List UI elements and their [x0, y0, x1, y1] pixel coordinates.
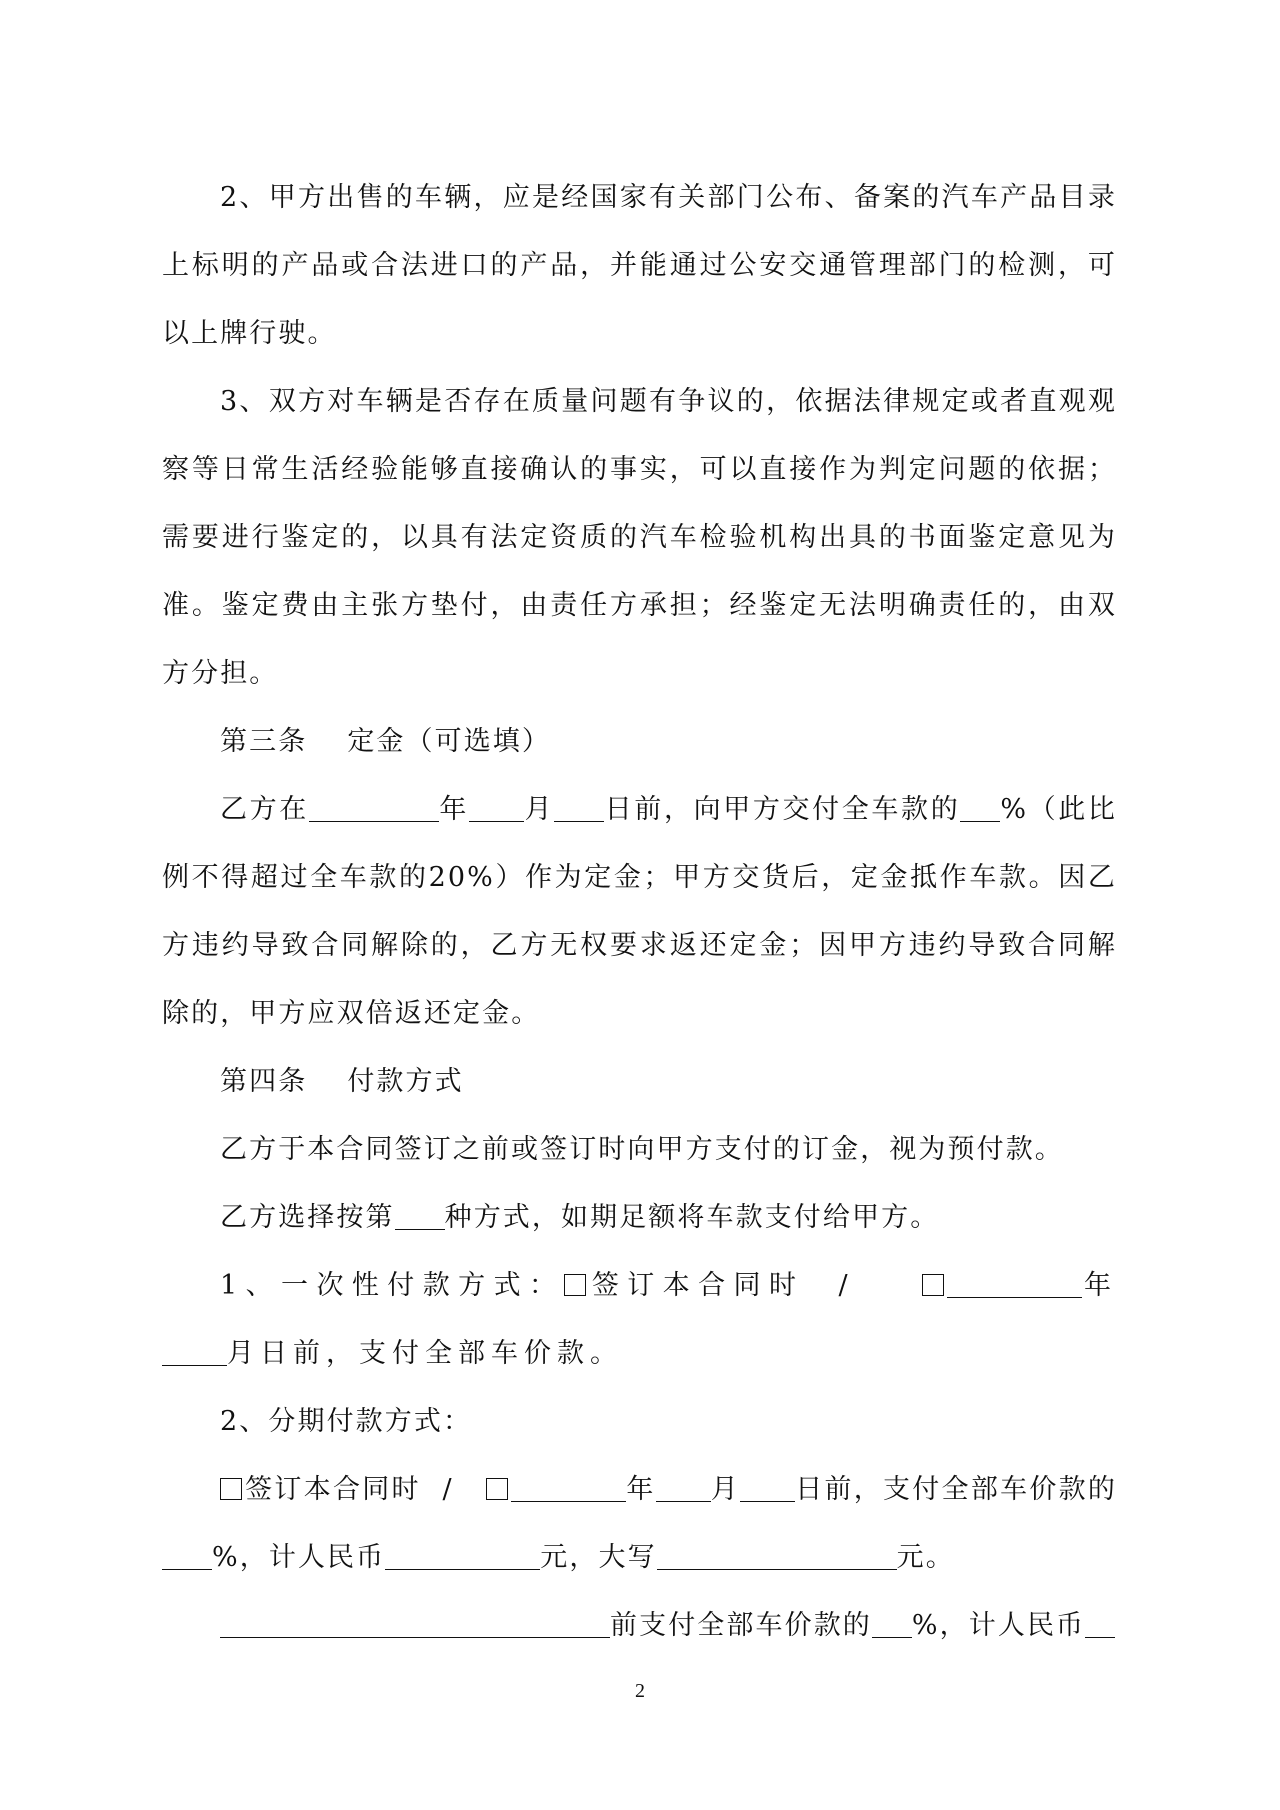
article-3-deposit-paragraph — [162, 776, 1117, 1048]
year-label: 年 — [438, 794, 470, 825]
slash-separator: / — [442, 1474, 454, 1505]
month-label: 月 — [524, 794, 555, 825]
installment-2-date-blank[interactable] — [220, 1611, 610, 1638]
deposit-rest-text: （此比例不得超过全车款的20%）作为定金；甲方交货后，定金抵作车款。因乙方违约导致合同解除的，乙方无权要求返还定金；因甲方违约导致合同解除的，甲方应双倍返还定金。 — [162, 794, 1117, 1029]
clause-2-item-3: 3、双方对车辆是否存在质量问题有争议的，依据法律规定或者直观观察等日常生活经验能够直接确认的事实，可以直接作为判定问题的依据；需要进行鉴定的，以具有法定资质的汽车检验机构出具的书面鉴定意见为准。鉴定费由主张方垫付，由责任方承担；经鉴定无法明确责任的，由双方分担。 — [162, 386, 1117, 689]
installment-2-rmb-label: %，计人民币 — [911, 1610, 1086, 1641]
installment-rmb-label: %，计人民币 — [212, 1542, 386, 1573]
sign-time-label: 签订本合同时 — [589, 1270, 805, 1301]
installment-uppercase-blank[interactable] — [657, 1543, 897, 1570]
installment-day-blank[interactable] — [740, 1475, 795, 1502]
installment-sign-time-label: 签订本合同时 — [245, 1474, 421, 1505]
installment-first-payment — [162, 1456, 1117, 1592]
deposit-percent-blank[interactable] — [960, 795, 1000, 822]
method-rest-text: 种方式，如期足额将车款支付给甲方。 — [444, 1202, 940, 1233]
page-number: 2 — [635, 1680, 645, 1702]
installment-yuan-end: 元。 — [896, 1542, 955, 1573]
installment-day-text: 日前，支付全部车价款 — [795, 1474, 1088, 1505]
article-4-heading — [162, 1048, 1117, 1116]
article-3-subtitle: 定金（可选填） — [347, 726, 552, 757]
sign-time-checkbox[interactable] — [564, 1274, 586, 1296]
article-4-subtitle: 付款方式 — [347, 1066, 464, 1097]
installment-heading: 2、分期付款方式： — [220, 1406, 473, 1437]
installment-2-mid-text: 前支付全部车价款的 — [610, 1610, 872, 1641]
slash-separator: / — [838, 1270, 854, 1301]
clause-2-item-2: 2、甲方出售的车辆，应是经国家有关部门公布、备案的汽车产品目录上标明的产品或合法进口的产品，并能通过公安交通管理部门的检测，可以上牌行驶。 — [162, 182, 1117, 349]
year-label: 年 — [626, 1474, 656, 1505]
article-4-title: 第四条 — [220, 1066, 308, 1097]
installment-2-percent-blank[interactable] — [872, 1611, 912, 1638]
installment-uppercase-label: 元，大写 — [540, 1542, 657, 1573]
method-lead-text: 乙方选择按第 — [220, 1202, 395, 1233]
lump-sum-end-text: 日前，支付全部车价款。 — [260, 1338, 623, 1369]
installment-month-blank[interactable] — [656, 1475, 711, 1502]
installment-year-blank[interactable] — [511, 1475, 626, 1502]
date-option-checkbox[interactable] — [922, 1274, 944, 1296]
month-label: 月 — [710, 1474, 741, 1505]
deposit-month-blank[interactable] — [469, 795, 524, 822]
installment-date-checkbox[interactable] — [486, 1478, 508, 1500]
deposit-day-blank[interactable] — [554, 795, 604, 822]
lump-sum-lead-text: 1、一次性付款方式： — [220, 1270, 565, 1301]
installment-2-amount-blank[interactable] — [1085, 1611, 1115, 1638]
document-body — [162, 164, 1117, 1660]
lump-sum-year-blank[interactable] — [947, 1271, 1082, 1298]
installment-of-text: 的 — [1087, 1474, 1117, 1505]
installment-sign-time-checkbox[interactable] — [220, 1478, 242, 1500]
deposit-lead-text: 乙方在 — [220, 794, 309, 825]
installment-second-payment — [162, 1592, 1117, 1660]
installment-amount-blank[interactable] — [385, 1543, 540, 1570]
article-3-heading — [162, 708, 1117, 776]
article-4-method-paragraph — [162, 1184, 1117, 1252]
percent-label: % — [1000, 794, 1029, 825]
article-3-title: 第三条 — [220, 726, 308, 757]
deposit-day-text: 日前，向甲方交付全车款的 — [604, 794, 961, 825]
year-label: 年 — [1081, 1270, 1118, 1301]
method-number-blank[interactable] — [395, 1203, 445, 1230]
installment-percent-blank[interactable] — [162, 1543, 212, 1570]
lump-sum-payment-line — [162, 1252, 1117, 1388]
deposit-year-blank[interactable] — [309, 795, 439, 822]
article-4-prepayment-paragraph: 乙方于本合同签订之前或签订时向甲方支付的订金，视为预付款。 — [220, 1134, 1064, 1165]
month-label: 月 — [227, 1338, 260, 1369]
lump-sum-month-blank[interactable] — [162, 1339, 227, 1366]
